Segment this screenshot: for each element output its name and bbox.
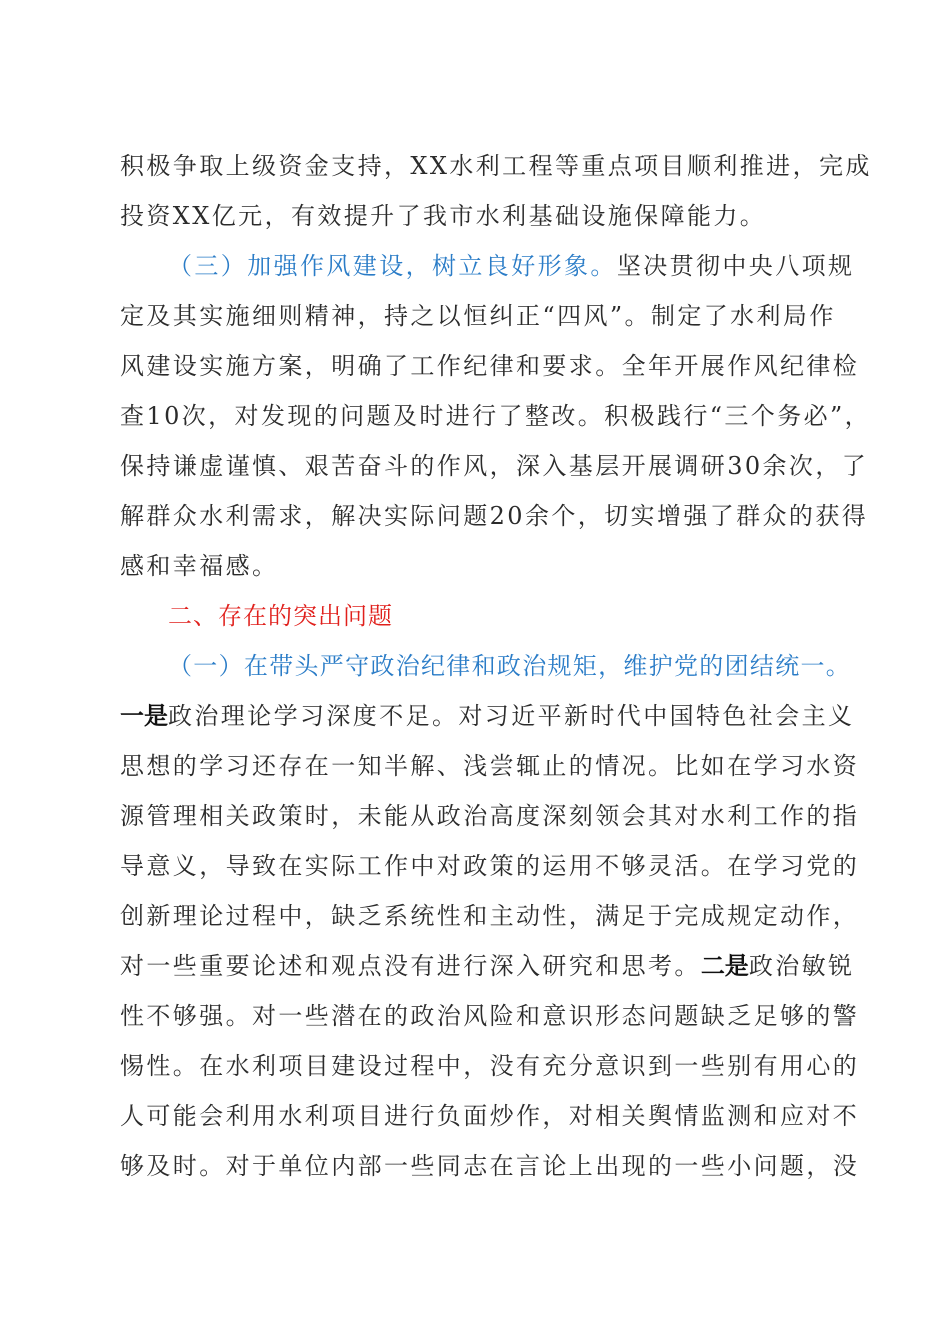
body-line: 风建设实施方案，明确了工作纪律和要求。全年开展作风纪律检: [120, 352, 860, 380]
body-line: 够及时。对于单位内部一些同志在言论上出现的一些小问题，没: [120, 1152, 860, 1180]
body-text: 政治理论学习深度不足。对习近平新时代中国特色社会主义: [168, 702, 855, 730]
point-1-marker: 一是: [120, 702, 168, 730]
body-line: 创新理论过程中，缺乏系统性和主动性，满足于完成规定动作，: [120, 902, 860, 930]
body-line: 导意义，导致在实际工作中对政策的运用不够灵活。在学习党的: [120, 852, 860, 880]
section-heading: 二、存在的突出问题: [168, 602, 393, 630]
subheading-section-1: （一）在带头严守政治纪律和政治规矩，维护党的团结统一。: [168, 652, 852, 680]
subheading-section-3: （三）加强作风建设，树立良好形象。: [168, 252, 617, 280]
body-text: 对一些重要论述和观点没有进行深入研究和思考。: [120, 952, 701, 980]
subheading-section-3-line: [168, 249, 854, 283]
body-line: 积极争取上级资金支持，XX水利工程等重点项目顺利推进，完成: [120, 152, 872, 180]
body-line: 性不够强。对一些潜在的政治风险和意识形态问题缺乏足够的警: [120, 1002, 860, 1030]
point-2-marker: 二是: [700, 952, 749, 980]
body-line: 保持谦虚谨慎、艰苦奋斗的作风，深入基层开展调研30余次，了: [120, 452, 869, 480]
body-line: 定及其实施细则精神，持之以恒纠正“四风”。制定了水利局作: [120, 302, 836, 330]
body-line: 人可能会利用水利项目进行负面炒作，对相关舆情监测和应对不: [120, 1102, 860, 1130]
point-2-line: [120, 949, 854, 983]
body-line: 惕性。在水利项目建设过程中，没有充分意识到一些别有用心的: [120, 1052, 860, 1080]
body-line: 投资XX亿元，有效提升了我市水利基础设施保障能力。: [120, 202, 767, 230]
body-line: 解群众水利需求，解决实际问题20余个，切实增强了群众的获得: [120, 502, 869, 530]
body-text: 政治敏锐: [748, 952, 855, 980]
body-line: 源管理相关政策时，未能从政治高度深刻领会其对水利工作的指: [120, 802, 860, 830]
body-line: 思想的学习还存在一知半解、浅尝辄止的情况。比如在学习水资: [120, 752, 860, 780]
body-line: 感和幸福感。: [120, 552, 279, 580]
point-1-line: [120, 699, 854, 733]
body-text: 坚决贯彻中央八项规: [616, 252, 855, 280]
body-line: 查10次，对发现的问题及时进行了整改。积极践行“三个务必”，: [120, 402, 872, 430]
